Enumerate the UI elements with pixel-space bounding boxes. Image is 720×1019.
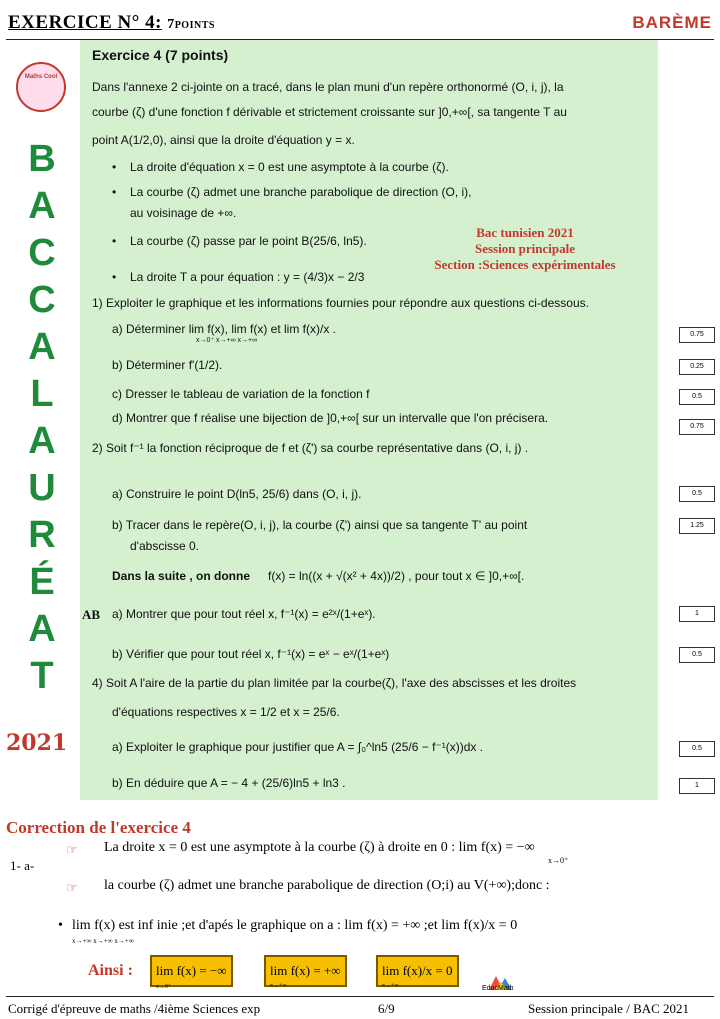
question-1d: d) Montrer que f réalise une bijection de ]0,+∞[ sur un intervalle que l'on précisera.: [112, 411, 549, 425]
ainsi-label: Ainsi :: [88, 962, 133, 979]
result-box-2-sub: x→+∞: [270, 983, 287, 989]
bullet-icon: •: [112, 185, 117, 199]
page-number: 6/9: [378, 1001, 395, 1016]
question-3a: a) Montrer que pour tout réel x, f⁻¹(x) = e²ˣ/(1+eˣ).: [112, 607, 376, 621]
bullet-icon: •: [112, 270, 117, 284]
score-box: 0.5: [679, 486, 715, 502]
intro-line-2: courbe (ζ) d'une fonction f dérivable et strictement croissante sur ]0,+∞[, sa tangente T au: [92, 105, 567, 119]
intro-line-3: point A(1/2,0), ainsi que la droite d'équation y = x.: [92, 133, 355, 147]
question-1: 1) Exploiter le graphique et les informations fournies pour répondre aux questions ci-dessous.: [92, 296, 589, 310]
footer-divider: [6, 996, 714, 997]
question-2a: a) Construire le point D(ln5, 25/6) dans (O, i, j).: [112, 487, 362, 501]
question-2b-cont: d'abscisse 0.: [130, 539, 199, 553]
result-box-3-sub: x→+∞: [382, 983, 399, 989]
side-letter: T: [30, 655, 54, 697]
stamp-line-2: Session principale: [474, 241, 576, 256]
result-box-3-text: lim f(x)/x = 0: [382, 963, 453, 978]
side-letter: A: [28, 326, 56, 368]
score-box: 1: [679, 606, 715, 622]
score-box: 0.5: [679, 741, 715, 757]
score-box: 1.25: [679, 518, 715, 534]
correction-label: 1- a-: [10, 858, 35, 873]
side-letter: C: [28, 279, 56, 321]
question-1c: c) Dresser le tableau de variation de la fonction f: [112, 387, 370, 401]
score-box: 0.75: [679, 419, 715, 435]
question-2b: b) Tracer dans le repère(O, i, j), la courbe (ζ') ainsi que sa tangente T' au point: [112, 518, 528, 532]
pointing-hand-icon: ☞: [66, 842, 78, 857]
question-3b: b) Vérifier que pour tout réel x, f⁻¹(x) = eˣ − eˣ/(1+eˣ): [112, 647, 390, 661]
side-letter: B: [28, 138, 56, 180]
score-box: 0.25: [679, 359, 715, 375]
side-letter: A: [28, 420, 56, 462]
intro-line-1: Dans l'annexe 2 ci-jointe on a tracé, dans le plan muni d'un repère orthonormé (O, i, j), la: [92, 80, 564, 94]
score-box: 0.75: [679, 327, 715, 343]
suite-label: Dans la suite , on donne: [112, 569, 251, 583]
score-box: 0.5: [679, 389, 715, 405]
side-letter: É: [29, 561, 55, 603]
exercise-title: [8, 12, 215, 34]
correction-title: Correction de l'exercice 4: [6, 818, 191, 837]
correction-line-1: La droite x = 0 est une asymptote à la courbe (ζ) à droite en 0 : lim f(x) = −∞: [104, 840, 535, 855]
bullet-4: La droite T a pour équation : y = (4/3)x − 2/3: [130, 270, 365, 284]
stamp-line-3: Section :Sciences expérimentales: [434, 257, 616, 272]
brand-label: EducMath: [482, 985, 514, 992]
bullet-icon: •: [112, 234, 117, 248]
side-letter: L: [30, 373, 54, 415]
question-1a: a) Déterminer lim f(x), lim f(x) et lim f(x)/x .: [112, 322, 336, 336]
question-2: 2) Soit f⁻¹ la fonction réciproque de f et (ζ') sa courbe représentative dans (O, i, j) .: [92, 441, 529, 455]
exercise-number: EXERCICE N° 4:: [8, 12, 162, 33]
side-letter: C: [28, 232, 56, 274]
bullet-icon: •: [112, 160, 117, 174]
bareme-label: BARÈME: [632, 13, 712, 32]
correction-line-1-sub: x→0⁺: [548, 856, 569, 865]
maths-logo: [16, 62, 66, 112]
stamp-line-1: Bac tunisien 2021: [476, 225, 574, 240]
bullet-1: La droite d'équation x = 0 est une asymptote à la courbe (ζ).: [130, 160, 449, 174]
bullet-2-cont: au voisinage de +∞.: [130, 206, 237, 220]
footer-left: Corrigé d'épreuve de maths /4ième Sciences exp: [8, 1001, 261, 1016]
score-box: 0.5: [679, 647, 715, 663]
correction-line-2: la courbe (ζ) admet une branche parabolique de direction (O;i) au V(+∞);donc :: [104, 878, 550, 893]
side-letter: R: [28, 514, 56, 556]
question-1a-subscripts: x→0⁺ x→+∞ x→+∞: [196, 337, 258, 344]
exercise-points: 7points: [167, 17, 215, 32]
bullet-3: La courbe (ζ) passe par le point B(25/6, ln5).: [130, 234, 367, 248]
bullet-2: La courbe (ζ) admet une branche parabolique de direction (O, i),: [130, 185, 472, 199]
correction-line-3-sub: x→+∞ x→+∞ x→+∞: [72, 937, 134, 945]
question-3-marker: AB: [82, 607, 101, 622]
bullet-icon: •: [58, 918, 63, 933]
side-letter: A: [28, 185, 56, 227]
question-1b: b) Déterminer f'(1/2).: [112, 358, 223, 372]
correction-line-3: lim f(x) est inf inie ;et d'apés le graphique on a : lim f(x) = +∞ ;et lim f(x)/x = 0: [72, 918, 518, 933]
score-box: 1: [679, 778, 715, 794]
question-4-cont: d'équations respectives x = 1/2 et x = 25/6.: [112, 705, 340, 719]
footer-right: Session principale / BAC 2021: [528, 1001, 690, 1016]
question-4a: a) Exploiter le graphique pour justifier que A = ∫₀^ln5 (25/6 − f⁻¹(x))dx .: [112, 740, 484, 754]
question-4b: b) En déduire que A = − 4 + (25/6)ln5 + ln3 .: [112, 776, 346, 790]
side-letter: A: [28, 608, 56, 650]
result-box-1-text: lim f(x) = −∞: [156, 963, 227, 978]
year-label: 2021: [6, 730, 68, 756]
side-letter: U: [28, 467, 56, 509]
suite-formula: f(x) = ln((x + √(x² + 4x))/2) , pour tout x ∈ ]0,+∞[.: [268, 569, 525, 583]
question-4: 4) Soit A l'aire de la partie du plan limitée par la courbe(ζ), l'axe des abscisses et les droites: [92, 676, 577, 690]
pointing-hand-icon: ☞: [66, 880, 78, 895]
result-box-1-sub: x→0⁺: [156, 984, 172, 990]
result-box-2-text: lim f(x) = +∞: [270, 963, 341, 978]
panel-heading: Exercice 4 (7 points): [92, 47, 229, 63]
logo-text: Maths Cool: [24, 74, 58, 80]
